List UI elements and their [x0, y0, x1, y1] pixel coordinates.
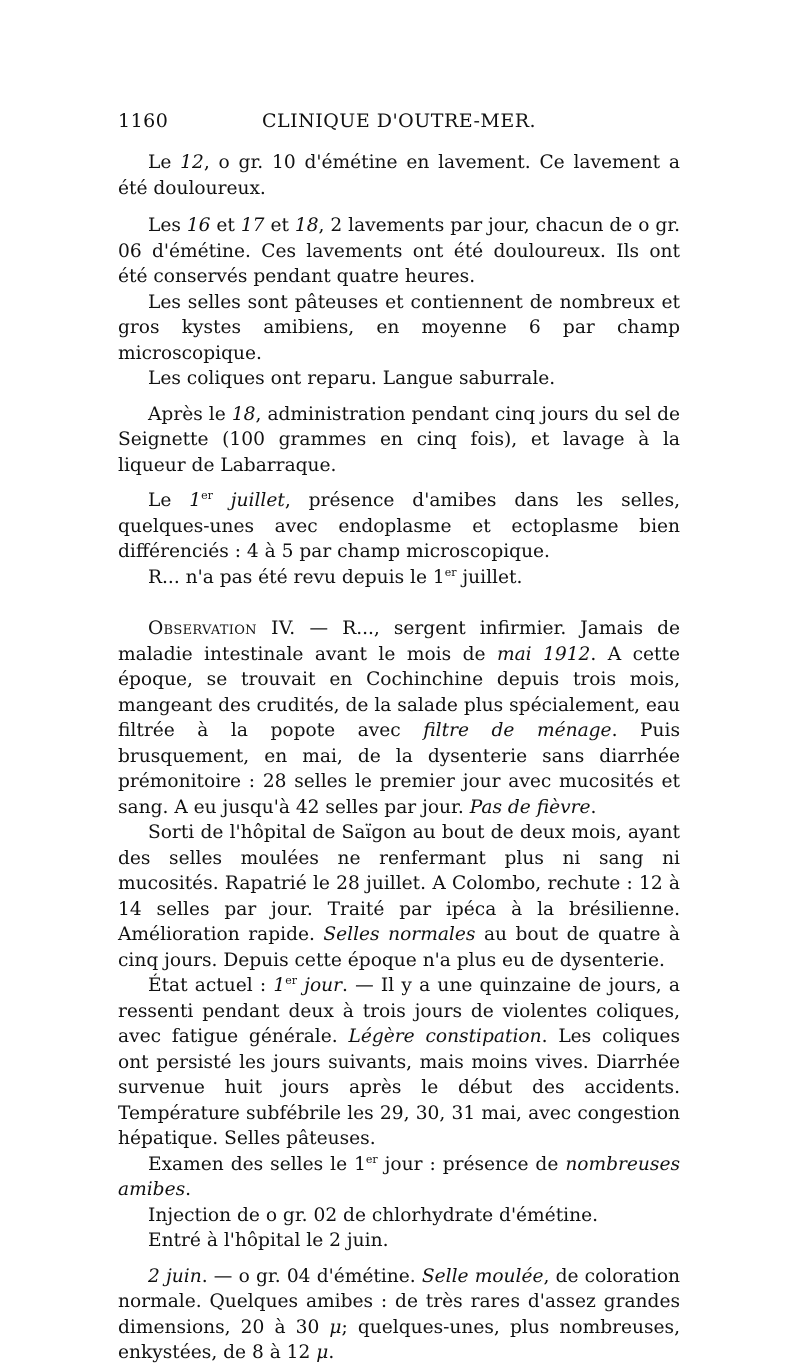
paragraph-coliques: Les coliques ont reparu. Langue saburrale.: [148, 368, 556, 389]
paragraph-etat-actuel: État actuel : 1er jour. — Il y a une quinzaine de jours, a ressenti pendant deux à trois jours de violentes coliques, avec fatigue générale. Légère constipation. Les coliques ont persisté les jours suivants, mais moins vives. Diarrhée survenue huit jours après le début des accidents. Température subfébrile les 29, 30, 31 mai, avec congestion hépatique. Selles pâteuses.: [118, 973, 680, 1149]
paragraph-entre-a-lhopital: Entré à l'hôpital le 2 juin.: [148, 1230, 389, 1251]
paragraph-observation-iv: Observation IV. — R..., sergent infirmier. Jamais de maladie intestinale avant le mois de mai 1912. A cette époque, se trouvait en Cochinchine depuis trois mois, mangeant des crudités, de la salade plus spécialement, eau filtrée à la popote avec filtre de ménage. Puis brusquement, en mai, de la dysenterie sans diarrhée prémonitoire : 28 selles le premier jour avec mucosités et sang. A eu jusqu'à 42 selles par jour. Pas de fièvre.: [118, 618, 680, 818]
running-title: CLINIQUE D'OUTRE-MER.: [261, 110, 537, 132]
page-body: [118, 150, 680, 1366]
paragraph-selles-pateuses: Les selles sont pâteuses et contiennent de nombreux et gros kystes amibiens, en moyenne 6 par champ microscopique.: [118, 291, 680, 364]
paragraph-examen-des-selles: Examen des selles le 1er jour : présence de nombreuses amibes.: [118, 1152, 680, 1200]
paragraph-premier-juillet: Le 1er juillet, présence d'amibes dans les selles, quelques-unes avec endoplasme et ectoplasme bien différenciés : 4 à 5 par champ microscopique.: [118, 488, 681, 562]
paragraph-pas-revu: R... n'a pas été revu depuis le 1er juillet.: [148, 565, 523, 588]
paragraph-lavements-16-18: Les 16 et 17 et 18, 2 lavements par jour, chacun de o gr. 06 d'émétine. Ces lavements ont été douloureux. Ils ont été conservés pendant quatre heures.: [118, 215, 681, 287]
paragraph-sel-de-seignette: Après le 18, administration pendant cinq jours du sel de Seignette (100 grammes en cinq fois), et lavage à la liqueur de Labarraque.: [118, 403, 680, 476]
paragraph-deux-juin: 2 juin. — o gr. 04 d'émétine. Selle moulée, de coloration normale. Quelques amibes : de très rares d'assez grandes dimensions, 20 à 30 μ; quelques-unes, plus nombreuses, enkystées, de 8 à 12 μ.: [118, 1265, 680, 1363]
page-header: [118, 110, 680, 150]
paragraph-lavement-12: Le 12, o gr. 10 d'émétine en lavement. Ce lavement a été douloureux.: [118, 152, 680, 199]
paragraph-injection: Injection de o gr. 02 de chlorhydrate d'émétine.: [148, 1204, 598, 1226]
observation-heading: Observation IV.: [148, 618, 296, 639]
book-page: [118, 110, 680, 1366]
page-number: 1160: [118, 110, 169, 132]
paragraph-sorti-de-lhopital: Sorti de l'hôpital de Saïgon au bout de deux mois, ayant des selles moulées ne renfermant plus ni sang ni mucosités. Rapatrié le 28 juillet. A Colombo, rechute : 12 à 14 selles par jour. Traité par ipéca à la brésilienne. Amélioration rapide. Selles normales au bout de quatre à cinq jours. Depuis cette époque n'a plus eu de dysenterie.: [118, 822, 680, 971]
